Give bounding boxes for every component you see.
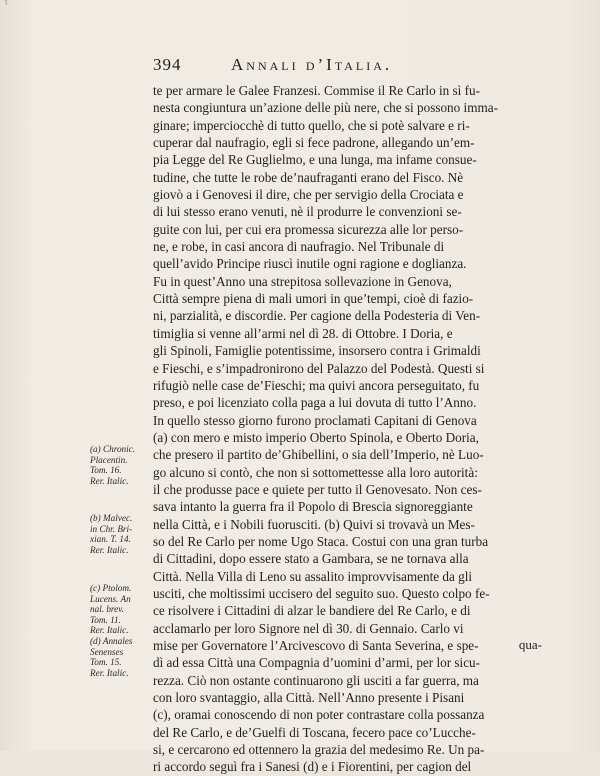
- body-line: gli Spinoli, Famiglie potentissime, insorsero contra i Grimaldi: [153, 343, 481, 359]
- corner-mark: ˁ: [5, 0, 8, 11]
- body-line: In quello stesso giorno furono proclamati Capitani di Genova: [153, 412, 477, 428]
- body-line: giovò a i Genovesi il dire, che per servigio della Crociata e: [153, 187, 464, 203]
- body-line: cuperar dal naufragio, egli si fece padrone, allegando un’em-: [153, 135, 475, 151]
- body-line: di Cittadini, dopo essere stato a Gambara, se ne tornava alla: [153, 551, 469, 567]
- margin-note-line: Tom. 11.: [90, 614, 121, 625]
- body-line: rezza. Ciò non ostante continuarono gli usciti a far guerra, ma: [153, 672, 479, 688]
- body-line: mise per Governatore l’Arcivescovo di Santa Severina, e spe-: [153, 638, 479, 653]
- margin-note-line: Tom. 16.: [90, 465, 122, 476]
- margin-note-line: Rer. Italic.: [90, 475, 129, 486]
- body-line: ginare; imperciocchè di tutto quello, che si potè salvare e ri-: [153, 117, 470, 133]
- margin-note-line: (b) Malvec.: [90, 513, 133, 523]
- margin-note-line: Rer. Italic.: [90, 667, 129, 678]
- body-line: e Fieschi, e s’impadronirono del Palazzo del Podestà. Questi si: [153, 360, 485, 376]
- body-text: [153, 82, 543, 776]
- margin-note-line: (d) Annales: [90, 635, 133, 646]
- margin-note-line: xian. T. 14.: [90, 534, 131, 545]
- body-line: go alcuno si contò, che non si sottomettesse alla loro autorità:: [153, 464, 478, 480]
- body-line: il che produsse pace e quiete per tutto il Genovesato. Non ces-: [153, 481, 482, 497]
- margin-note-line: Rer. Italic.: [90, 625, 129, 636]
- body-line: di lui stesso erano venuti, nè il produrre le convenzioni se-: [153, 204, 462, 220]
- catchword: qua-: [518, 637, 542, 652]
- body-line: sava intanto la guerra fra il Popolo di Brescia signoreggiante: [153, 499, 473, 515]
- body-line: Città sempre piena di mali umori in que’tempi, cioè di fazio-: [153, 291, 474, 307]
- body-line: so del Re Carlo per nome Ugo Staca. Costui con una gran turba: [153, 533, 489, 549]
- body-line: ce risolvere i Cittadini di alzar le bandiere del Re Carlo, e di: [153, 603, 471, 619]
- margin-note-line: Placentin.: [90, 454, 128, 465]
- body-line: guite con lui, per cui era promessa sicurezza alle lor perso-: [153, 221, 464, 237]
- margin-note-line: (a) Chronic.: [90, 444, 136, 454]
- margin-note-b: [90, 513, 152, 555]
- body-line: tudine, che tutte le robe de’naufraganti erano del Fisco. Nè: [153, 169, 464, 185]
- running-title: Annali d’Italia.: [231, 55, 393, 74]
- margin-note-line: Tom. 15.: [90, 657, 122, 668]
- body-line: (a) con mero e misto imperio Oberto Spinola, e Oberto Doria,: [153, 429, 479, 445]
- body-line: preso, e poi licenziato colla paga a lui dovuta di tutto l’Anno.: [153, 395, 477, 411]
- page-number: 394: [153, 55, 182, 74]
- page-header: [153, 55, 473, 77]
- body-line: che presero il partito de’Ghibellini, o sia dell’Imperio, nè Luo-: [153, 447, 484, 463]
- margin-note-c: [90, 583, 152, 678]
- body-line: Fu in quest’Anno una strepitosa sollevazione in Genova,: [153, 273, 452, 289]
- body-line: ni, parzialità, e discordie. Per cagione della Podesteria di Ven-: [153, 308, 481, 324]
- body-line: (c), oramai conoscendo di non poter contrastare colla possanza: [153, 707, 485, 723]
- body-line: nesta congiuntura un’azione delle più nere, che si possono imma-: [153, 100, 498, 116]
- body-line: acclamarlo per loro Signore nel dì 30. di Gennaio. Carlo vi: [153, 620, 464, 636]
- body-line: nella Città, e i Nobili fuorusciti. (b) Quivi si trovavà un Mes-: [153, 516, 475, 532]
- body-line: dì ad essa Città una Compagnia d’uomini d’armi, per lor sicu-: [153, 655, 481, 671]
- body-line: te per armare le Galee Franzesi. Commise il Re Carlo in sì fu-: [153, 83, 481, 98]
- body-line: ri accordo seguì fra i Sanesi (d) e i Fiorentini, per cagion del: [153, 759, 472, 775]
- body-line: pia Legge del Re Guglielmo, e una lunga, ma infame consue-: [153, 152, 477, 168]
- margin-note-line: Rer. Italic.: [90, 544, 129, 555]
- body-line: ne, e robe, in casi ancora di naufragio. Nel Tribunale di: [153, 239, 445, 255]
- body-line: quell’avido Principe riuscì inutile ogni ragione e doglianza.: [153, 256, 467, 272]
- body-line: Città. Nella Villa di Leno su assalito improvvisamente da gli: [153, 568, 473, 584]
- body-line: usciti, che moltissimi uccisero del seguito suo. Questo colpo fe-: [153, 585, 490, 601]
- margin-note-line: (c) Ptolom.: [90, 583, 132, 593]
- body-line: con loro svantaggio, alla Città. Nell’Anno presente i Pisani: [153, 690, 465, 706]
- margin-note-line: Lucens. An: [90, 593, 131, 604]
- body-line: si, e cercarono ed ottennero la grazia del medesimo Re. Un pa-: [153, 742, 485, 758]
- margin-note-line: Senenses: [90, 646, 124, 657]
- body-line: rifugiò nelle case de’Fieschi; ma quivi ancora perseguitato, fu: [153, 377, 480, 393]
- body-line: del Re Carlo, e de’Guelfi di Toscana, fecero pace co’Lucche-: [153, 724, 476, 740]
- body-line: timiglia si venne all’armi nel dì 28. di Ottobre. I Doria, e: [153, 325, 453, 341]
- margin-note-line: in Chr. Bri-: [90, 523, 133, 534]
- margin-note-line: nal. brev.: [90, 604, 124, 615]
- margin-note-a: [90, 444, 152, 486]
